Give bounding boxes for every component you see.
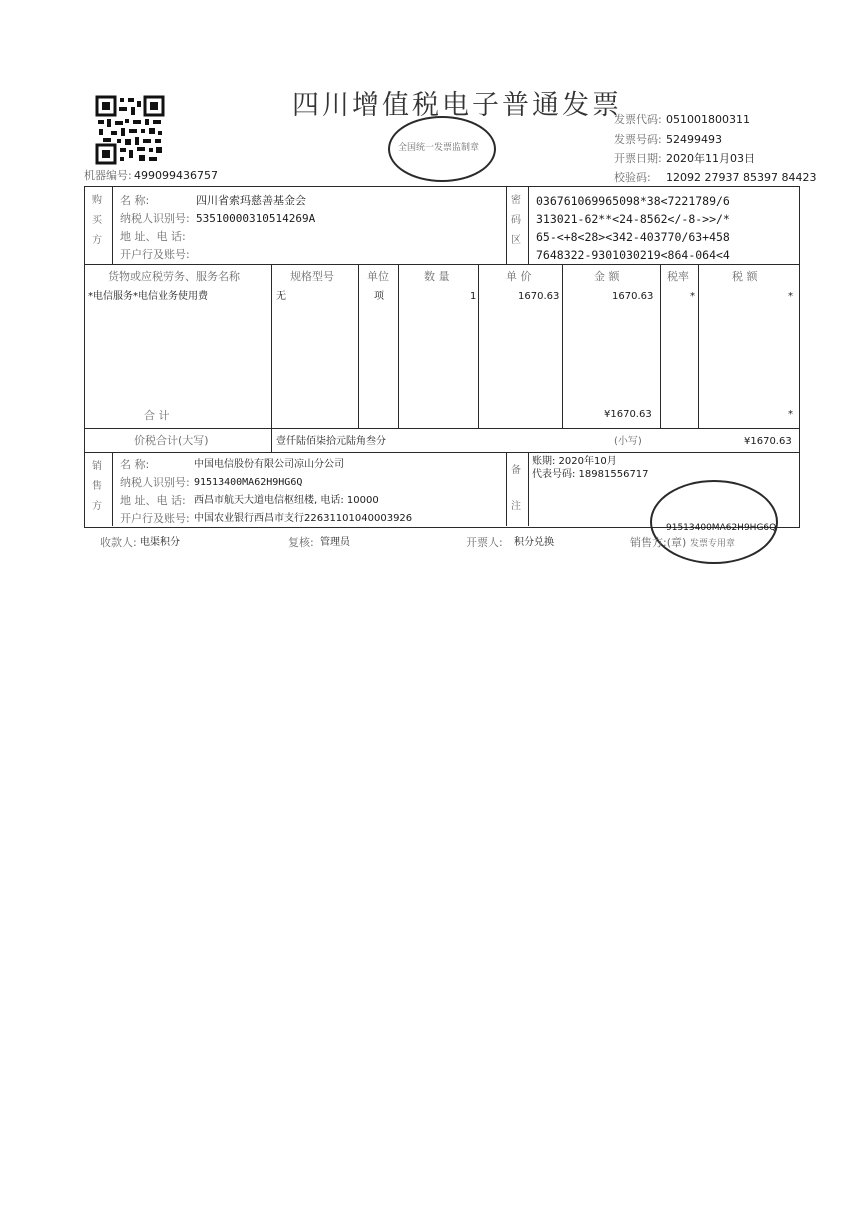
password-label-char: 密 (511, 195, 521, 206)
remarks-label-char: 备 (511, 465, 521, 476)
seller-seal-label: 销售方:(章) (630, 536, 687, 549)
seller-label-char: 方 (92, 501, 102, 512)
col-header-rate: 税率 (667, 270, 689, 283)
qr-code (95, 95, 165, 165)
buyer-tax-id-label: 纳税人识别号: (120, 212, 190, 225)
total-small-label: (小写) (614, 436, 642, 447)
password-label-char: 码 (511, 215, 521, 226)
password-line: 036761069965098*38<7221789/6 (536, 194, 730, 208)
item-name: *电信服务*电信业务使用费 (88, 291, 208, 302)
total-label: 合 计 (144, 409, 170, 422)
seller-bank: 中国农业银行西昌市支行22631101040003926 (194, 513, 413, 524)
item-amount: 1670.63 (612, 291, 654, 302)
item-qty: 1 (470, 291, 477, 302)
password-label-char: 区 (511, 235, 521, 246)
col-header-unit: 单位 (367, 270, 389, 283)
seller-bank-label: 开户行及账号: (120, 512, 190, 525)
total-words-value: 壹仟陆佰柒拾元陆角叁分 (276, 436, 386, 447)
buyer-name-label: 名 称: (120, 194, 150, 207)
buyer-label-char: 买 (92, 215, 102, 226)
col-header-tax: 税 额 (732, 270, 758, 283)
seller-name-label: 名 称: (120, 458, 150, 471)
supervision-stamp-text: 全国统一发票监制章 (398, 143, 480, 153)
payee-label: 收款人: (100, 536, 137, 549)
buyer-label-char: 方 (92, 235, 102, 246)
seller-address-label: 地 址、电 话: (120, 494, 186, 507)
invoice-no: 52499493 (666, 133, 722, 146)
buyer-name: 四川省索玛慈善基金会 (196, 194, 306, 207)
remarks-label-char: 注 (511, 501, 521, 512)
buyer-tax-id: 53510000310514269A (196, 212, 316, 225)
check-code-label: 校验码: (614, 171, 651, 184)
reviewer: 管理员 (320, 537, 350, 548)
check-code: 12092 27937 85397 84423 (666, 171, 817, 184)
seller-label-char: 售 (92, 481, 102, 492)
col-header-qty: 数 量 (424, 270, 450, 283)
issue-date-label: 开票日期: (614, 152, 662, 165)
password-line: 7648322-9301030219<864-064<4 (536, 248, 730, 262)
seller-label-char: 销 (92, 461, 102, 472)
col-header-price: 单 价 (506, 270, 532, 283)
remarks-rep-no: 代表号码: 18981556717 (532, 469, 649, 480)
buyer-address-label: 地 址、电 话: (120, 230, 186, 243)
buyer-bank-label: 开户行及账号: (120, 248, 190, 261)
password-line: 313021-62**<24-8562</-8->>/* (536, 212, 730, 226)
seller-tax-id-label: 纳税人识别号: (120, 476, 190, 489)
col-header-name: 货物或应税劳务、服务名称 (108, 270, 240, 283)
item-unit: 项 (374, 291, 384, 302)
reviewer-label: 复核: (288, 536, 314, 549)
item-tax: * (788, 291, 793, 302)
seller-tax-id: 91513400MA62H9HG6Q (194, 477, 303, 488)
invoice-no-label: 发票号码: (614, 133, 662, 146)
invoice-code-label: 发票代码: (614, 113, 662, 126)
seller-stamp-text: 发票专用章 (690, 539, 736, 549)
payee: 电渠积分 (140, 537, 180, 548)
drawer-label: 开票人: (466, 536, 503, 549)
seller-stamp-tax-no: 91513400MA62H9HG6Q (666, 523, 777, 533)
invoice-code: 051001800311 (666, 113, 750, 126)
col-header-spec: 规格型号 (290, 270, 334, 283)
machine-no: 499099436757 (134, 169, 218, 182)
remarks-period: 账期: 2020年10月 (532, 456, 617, 467)
seller-invoice-stamp (650, 480, 778, 564)
col-header-amount: 金 额 (594, 270, 620, 283)
total-small-value: ¥1670.63 (744, 436, 792, 447)
buyer-label-char: 购 (92, 195, 102, 206)
machine-no-label: 机器编号: (84, 169, 132, 182)
item-price: 1670.63 (518, 291, 560, 302)
seller-name: 中国电信股份有限公司凉山分公司 (194, 459, 344, 470)
drawer: 积分兑换 (514, 537, 554, 548)
issue-date: 2020年11月03日 (666, 152, 755, 165)
password-line: 65-<+8<28><342-403770/63+458 (536, 230, 730, 244)
total-amount: ¥1670.63 (604, 409, 652, 420)
total-tax: * (788, 409, 793, 420)
supervision-stamp (388, 116, 496, 182)
item-spec: 无 (276, 291, 286, 302)
table-row (84, 290, 798, 306)
seller-address: 西昌市航天大道电信枢纽楼, 电话: 10000 (194, 495, 379, 506)
item-rate: * (690, 291, 695, 302)
total-words-label: 价税合计(大写) (134, 434, 209, 447)
invoice-title: 四川增值税电子普通发票 (292, 90, 622, 121)
